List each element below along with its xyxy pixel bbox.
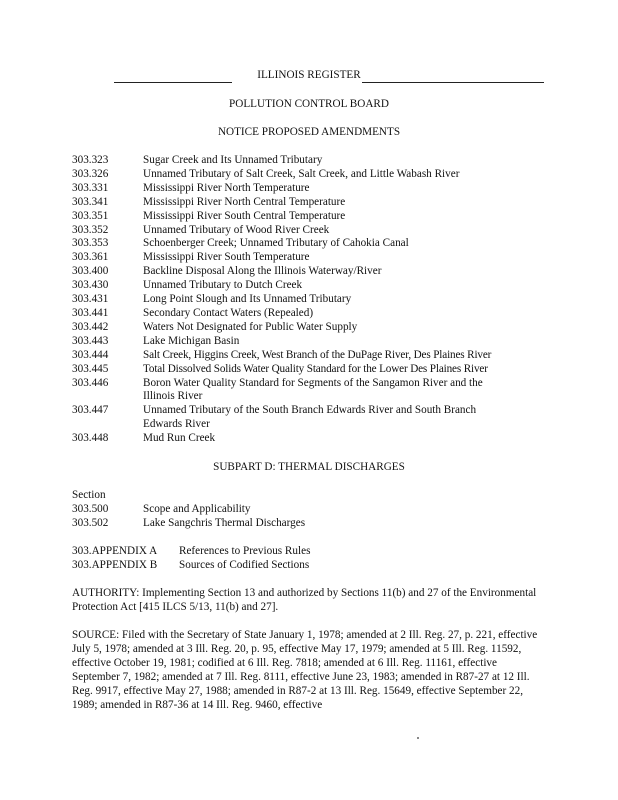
section-number: 303.445	[72, 362, 109, 375]
section-number: 303.353	[72, 237, 109, 250]
section-title: Schoenberger Creek; Unnamed Tributary of Cahokia Canal	[143, 237, 409, 250]
header-rule-left	[114, 82, 232, 83]
section-number: 303.351	[72, 209, 109, 222]
notice-title: NOTICE PROPOSED AMENDMENTS	[217, 126, 401, 138]
section-title: Mud Run Creek	[143, 432, 216, 445]
section-number: 303.361	[72, 251, 109, 264]
header-rule-right	[362, 82, 544, 83]
scan-speck	[417, 737, 419, 739]
section-title: Mississippi River North Central Temperature	[143, 195, 346, 208]
section-row	[72, 196, 552, 210]
section-row	[72, 265, 552, 279]
appendix-number: 303.APPENDIX A	[72, 545, 158, 557]
section-title: Backline Disposal Along the Illinois Waterway/River	[143, 265, 382, 278]
section-title: Mississippi River South Temperature	[143, 251, 310, 264]
section-row	[72, 237, 552, 251]
authority-paragraph: AUTHORITY: Implementing Section 13 and authorized by Sections 11(b) and 27 of the Environmental Protection Act [415 ILCS 5/13, 11(b) and 27].	[72, 587, 537, 613]
section-number: 303.400	[72, 265, 109, 278]
appendix-row	[72, 559, 552, 573]
section-number: 303.326	[72, 167, 109, 180]
section-number: 303.323	[72, 154, 109, 166]
section-row	[72, 349, 552, 363]
subpart-section-list	[72, 489, 552, 531]
section-number: 303.447	[72, 404, 109, 417]
section-row	[72, 279, 552, 293]
appendix-list	[72, 545, 552, 573]
section-title: Unnamed Tributary of Wood River Creek	[143, 223, 330, 236]
section-number: 303.444	[72, 348, 109, 361]
section-title: Waters Not Designated for Public Water Supply	[143, 320, 358, 333]
subpart-heading: SUBPART D: THERMAL DISCHARGES	[213, 461, 405, 473]
section-number: 303.442	[72, 320, 109, 333]
section-row	[72, 168, 552, 182]
section-number: 303.448	[72, 432, 109, 445]
section-number: 303.352	[72, 223, 109, 236]
section-row	[72, 335, 552, 349]
register-title: ILLINOIS REGISTER	[257, 69, 361, 81]
section-title: Mississippi River South Central Temperature	[143, 209, 346, 222]
source-paragraph: SOURCE: Filed with the Secretary of State January 1, 1978; amended at 2 Ill. Reg. 27, p. 221, effective July 5, 1978; amended at 3 Ill. Reg. 20, p. 95, effective May 17, 1979; amended at 5 Ill. Reg. 11592, effective October 19, 1981; codified at 6 Ill. Reg. 7818; amended at 6 Ill. Reg. 11161, effective September 7, 1982; amended at 7 Ill. Reg. 8111, effective June 23, 1983; amended in R87-27 at 12 Ill. Reg. 9917, effective May 27, 1988; amended in R87-2 at 13 Ill. Reg. 15649, effective September 22, 1989; amended in R87-36 at 14 Ill. Reg. 9460, effective	[72, 629, 538, 711]
section-number: 303.446	[72, 376, 109, 389]
section-title: Unnamed Tributary of the South Branch Edwards River and South Branch Edwards River	[143, 404, 477, 431]
section-number: 303.331	[72, 181, 109, 194]
section-row	[72, 182, 552, 196]
section-title: Secondary Contact Waters (Repealed)	[143, 306, 314, 319]
agency-name: POLLUTION CONTROL BOARD	[229, 98, 389, 110]
section-title: Long Point Slough and Its Unnamed Tributary	[143, 293, 352, 306]
section-label: Section	[72, 489, 106, 501]
section-row	[72, 363, 552, 377]
section-list	[72, 154, 552, 446]
section-row	[72, 321, 552, 335]
section-row	[72, 224, 552, 238]
section-number: 303.430	[72, 279, 109, 292]
appendix-title: References to Previous Rules	[179, 545, 311, 557]
section-row	[72, 154, 552, 168]
section-number: 303.341	[72, 195, 109, 208]
section-title: Sugar Creek and Its Unnamed Tributary	[143, 154, 323, 166]
appendix-title: Sources of Codified Sections	[179, 558, 310, 571]
section-row	[72, 517, 552, 531]
section-title: Lake Michigan Basin	[143, 334, 240, 347]
section-row	[72, 432, 552, 446]
section-row	[72, 210, 552, 224]
section-title: Total Dissolved Solids Water Quality Standard for the Lower Des Plaines River	[143, 362, 488, 375]
section-number: 303.441	[72, 306, 109, 319]
section-title: Lake Sangchris Thermal Discharges	[143, 516, 306, 529]
appendix-row	[72, 545, 552, 559]
section-title: Scope and Applicability	[143, 502, 251, 515]
section-title: Boron Water Quality Standard for Segments of the Sangamon River and the Illinois River	[143, 376, 483, 403]
section-title: Unnamed Tributary to Dutch Creek	[143, 279, 303, 292]
section-title: Mississippi River North Temperature	[143, 181, 310, 194]
section-number: 303.443	[72, 334, 109, 347]
section-row	[72, 293, 552, 307]
section-row	[72, 404, 552, 432]
section-title: Unnamed Tributary of Salt Creek, Salt Creek, and Little Wabash River	[143, 167, 460, 180]
section-row	[72, 251, 552, 265]
section-row	[72, 503, 552, 517]
section-row	[72, 377, 552, 405]
section-number: 303.500	[72, 502, 109, 515]
section-row	[72, 307, 552, 321]
section-number: 303.431	[72, 293, 109, 306]
appendix-number: 303.APPENDIX B	[72, 558, 158, 571]
section-number: 303.502	[72, 516, 109, 529]
section-title: Salt Creek, Higgins Creek, West Branch of the DuPage River, Des Plaines River	[143, 348, 492, 361]
